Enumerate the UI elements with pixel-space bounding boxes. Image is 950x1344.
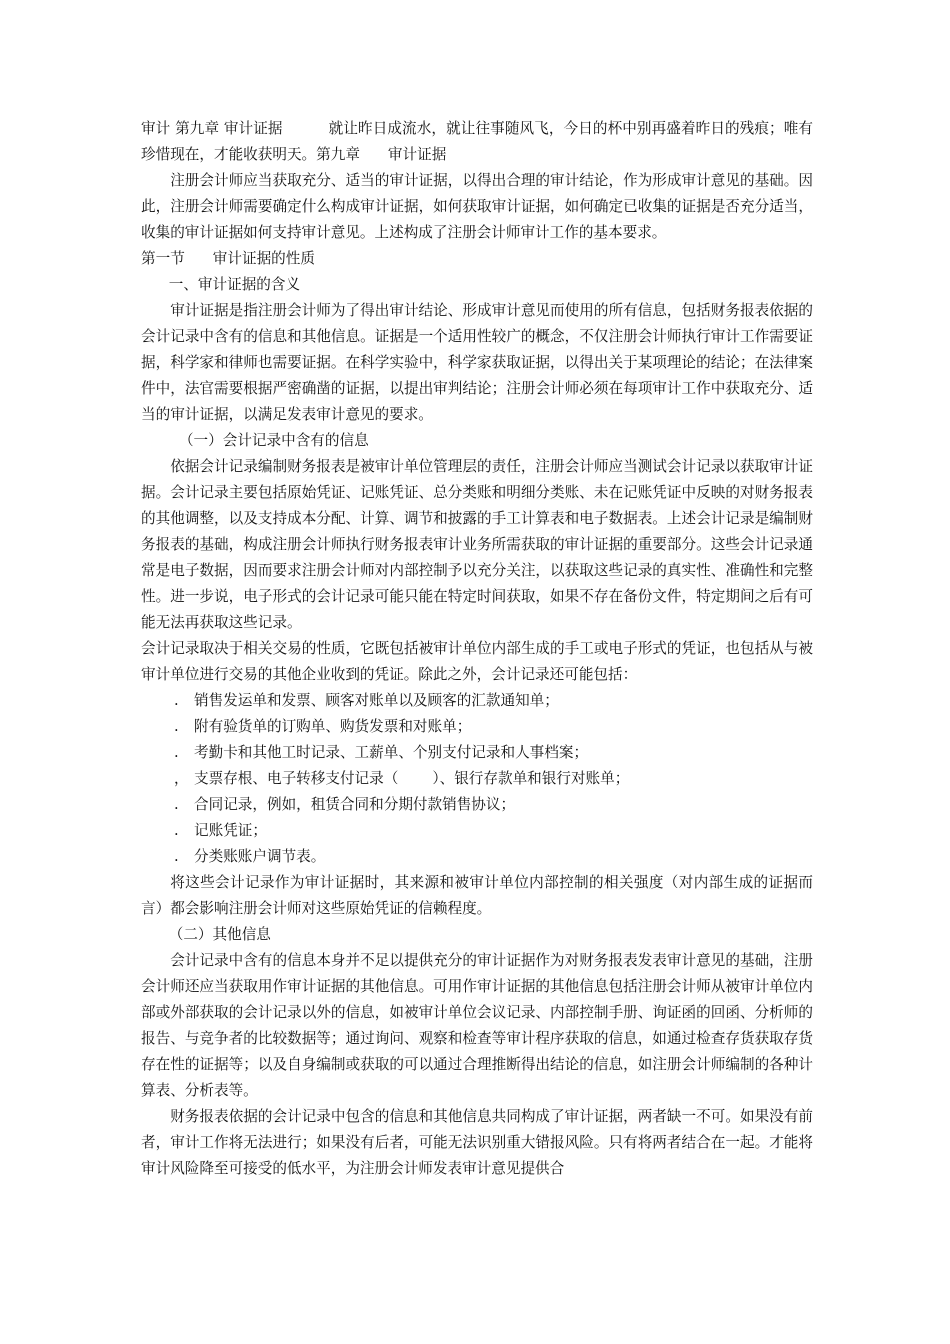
intro-paragraph: 注册会计师应当获取充分、适当的审计证据，以得出合理的审计结论，作为形成审计意见的基础。因此，注册会计师需要确定什么构成审计证据，如何获取审计证据，如何确定已收集的证据是否充分适当，收集的审计证据如何支持审计意见。上述构成了注册会计师审计工作的基本要求。 (141, 172, 813, 241)
list-item: . 销售发运单和发票、顾客对账单以及顾客的汇款通知单； (174, 692, 559, 709)
section-number: 第一节 (141, 250, 185, 267)
header-quote: 就让昨日成流水，就让往事随风飞，今日的杯中别再盛着昨日的残痕；唯有珍惜现在，才能收获明天。第九章 (141, 120, 813, 163)
list-item: . 附有验货单的订购单、购货发票和对账单； (174, 718, 472, 735)
list-item: . 考勤卡和其他工时记录、工薪单、个别支付记录和人事档案； (174, 744, 589, 761)
definition-paragraph: 审计证据是指注册会计师为了得出审计结论、形成审计意见而使用的所有信息，包括财务报表依据的会计记录中含有的信息和其他信息。证据是一个适用性较广的概念，不仅注册会计师执行审计工作需要证据，科学家和律师也需要证据。在科学实验中，科学家获取证据，以得出关于某项理论的结论；在法律案件中，法官需要根据严密确凿的证据，以提出审判结论；注册会计师必须在每项审计工作中获取充分、适当的审计证据，以满足发表审计意见的要求。 (141, 302, 813, 423)
records-nature-paragraph: 会计记录取决于相关交易的性质，它既包括被审计单位内部生成的手工或电子形式的凭证，也包括从与被审计单位进行交易的其他企业收到的凭证。除此之外，会计记录还可能包括： (141, 640, 813, 683)
combined-paragraph: 财务报表依据的会计记录中包含的信息和其他信息共同构成了审计证据，两者缺一不可。如果没有前者，审计工作将无法进行；如果没有后者，可能无法识别重大错报风险。只有将两者结合在一起。才能将审计风险降至可接受的低水平，为注册会计师发表审计意见提供合 (141, 1108, 813, 1177)
other-info-paragraph: 会计记录中含有的信息本身并不足以提供充分的审计证据作为对财务报表发表审计意见的基础，注册会计师还应当获取用作审计证据的其他信息。可用作审计证据的其他信息包括注册会计师从被审计单位内部或外部获取的会计记录以外的信息，如被审计单位会议记录、内部控制手册、询证函的回函、分析师的报告、与竞争者的比较数据等；通过询问、观察和检查等审计程序获取的信息，如通过检查存货获取存货存在性的证据等；以及自身编制或获取的可以通过合理推断得出结论的信息，如注册会计师编制的各种计算表、分析表等。 (141, 952, 813, 1099)
records-paragraph: 依据会计记录编制财务报表是被审计单位管理层的责任，注册会计师应当测试会计记录以获取审计证据。会计记录主要包括原始凭证、记账凭证、总分类账和明细分类账、未在记账凭证中反映的对财务报表的其他调整，以及支持成本分配、计算、调节和披露的手工计算表和电子数据表。上述会计记录是编制财务报表的基础，构成注册会计师执行财务报表审计业务所需获取的审计证据的重要部分。这些会计记录通常是电子数据，因而要求注册会计师对内部控制予以充分关注，以获取这些记录的真实性、准确性和完整性。进一步说，电子形式的会计记录可能只能在特定时间获取，如果不存在备份文件，特定期间之后有可能无法再获取这些记录。 (141, 458, 813, 631)
header-title: 审计 第九章 审计证据 (141, 120, 283, 137)
subsection-title-other: （二）其他信息 (168, 926, 271, 943)
list-item: ， 支票存根、电子转移支付记录（ ）、银行存款单和银行对账单； (174, 770, 630, 787)
section-name: 审计证据的性质 (212, 250, 315, 267)
list-item: . 分类账账户调节表。 (174, 848, 326, 865)
subsection-title-records: （一）会计记录中含有的信息 (178, 432, 369, 449)
section-title (141, 246, 813, 272)
header-chapter-name: 审计证据 (387, 146, 447, 163)
subsection-title: 一、审计证据的含义 (168, 276, 301, 293)
document-header (141, 116, 813, 168)
reliance-paragraph: 将这些会计记录作为审计证据时，其来源和被审计单位内部控制的相关强度（对内部生成的证据而言）都会影响注册会计师对这些原始凭证的信赖程度。 (141, 874, 813, 917)
list-item: . 合同记录，例如，租赁合同和分期付款销售协议； (174, 796, 516, 813)
document-page (141, 116, 813, 1182)
list-item: . 记账凭证； (174, 822, 267, 839)
